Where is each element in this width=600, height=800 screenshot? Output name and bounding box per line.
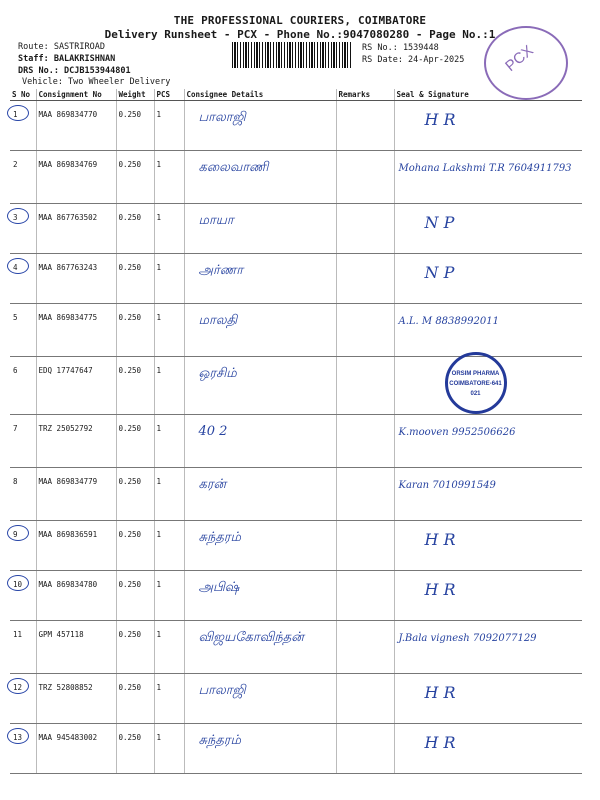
table-row xyxy=(10,571,582,621)
row-consignee: கரன் xyxy=(184,468,336,521)
table-row xyxy=(10,674,582,724)
row-pcs: 1 xyxy=(154,415,184,468)
row-consignment-no: MAA 869834770 xyxy=(36,101,116,151)
row-consignment-no: MAA 869834780 xyxy=(36,571,116,621)
row-seal-signature: J.Bala vignesh 7092077129 xyxy=(394,621,582,674)
row-remarks xyxy=(336,254,394,304)
pcx-stamp-text: PCX xyxy=(502,42,537,75)
row-weight: 0.250 xyxy=(116,468,154,521)
rs-date: RS Date: 24-Apr-2025 xyxy=(362,55,465,65)
row-sno xyxy=(10,304,36,357)
row-sno xyxy=(10,674,36,724)
row-consignee: அர்ணா xyxy=(184,254,336,304)
table-row xyxy=(10,724,582,774)
row-remarks xyxy=(336,204,394,254)
row-consignment-no: MAA 869834779 xyxy=(36,468,116,521)
row-consignment-no: GPM 457118 xyxy=(36,621,116,674)
row-weight: 0.250 xyxy=(116,204,154,254)
row-consignment-no: TRZ 25052792 xyxy=(36,415,116,468)
row-sno xyxy=(10,521,36,571)
table-row xyxy=(10,357,582,415)
row-remarks xyxy=(336,151,394,204)
row-remarks xyxy=(336,621,394,674)
col-seal: Seal & Signature xyxy=(394,89,582,101)
row-seal-signature: H R xyxy=(394,521,582,571)
col-sno: S No xyxy=(10,89,36,101)
row-remarks xyxy=(336,468,394,521)
row-weight: 0.250 xyxy=(116,357,154,415)
row-pcs: 1 xyxy=(154,621,184,674)
row-remarks xyxy=(336,357,394,415)
row-weight: 0.250 xyxy=(116,571,154,621)
orsim-pharma-stamp xyxy=(445,352,507,414)
row-seal-signature xyxy=(394,357,582,415)
col-consignment: Consignment No xyxy=(36,89,116,101)
row-seal-signature: A.L. M 8838992011 xyxy=(394,304,582,357)
sno-circle-mark xyxy=(7,678,29,694)
table-header-row xyxy=(10,89,582,101)
row-consignment-no: EDQ 17747647 xyxy=(36,357,116,415)
runsheet-table xyxy=(10,89,582,774)
row-weight: 0.250 xyxy=(116,151,154,204)
row-consignee: பாலாஜி xyxy=(184,101,336,151)
sno-circle-mark xyxy=(7,525,29,541)
row-sno-text: 3 xyxy=(13,213,18,222)
row-weight: 0.250 xyxy=(116,724,154,774)
row-sno-text: 11 xyxy=(13,630,23,639)
table-row xyxy=(10,621,582,674)
row-consignment-no: MAA 869836591 xyxy=(36,521,116,571)
table-row xyxy=(10,521,582,571)
row-consignment-no: MAA 945483002 xyxy=(36,724,116,774)
table-row xyxy=(10,415,582,468)
row-consignee: ஒரசிம் xyxy=(184,357,336,415)
row-consignment-no: MAA 867763243 xyxy=(36,254,116,304)
table-row xyxy=(10,254,582,304)
row-pcs: 1 xyxy=(154,304,184,357)
row-seal-signature: Mohana Lakshmi T.R 7604911793 xyxy=(394,151,582,204)
row-remarks xyxy=(336,415,394,468)
row-consignment-no: MAA 869834769 xyxy=(36,151,116,204)
row-weight: 0.250 xyxy=(116,304,154,357)
row-remarks xyxy=(336,674,394,724)
runsheet-subtitle: Delivery Runsheet - PCX - Phone No.:9047080280 - Page No.:1 xyxy=(104,28,496,41)
row-consignee: 40 2 xyxy=(184,415,336,468)
row-pcs: 1 xyxy=(154,521,184,571)
row-remarks xyxy=(336,101,394,151)
row-seal-signature: N P xyxy=(394,254,582,304)
row-pcs: 1 xyxy=(154,674,184,724)
row-seal-signature: H R xyxy=(394,571,582,621)
row-pcs: 1 xyxy=(154,724,184,774)
row-consignee: சுந்தரம் xyxy=(184,724,336,774)
col-consignee: Consignee Details xyxy=(184,89,336,101)
row-seal-signature: N P xyxy=(394,204,582,254)
row-pcs: 1 xyxy=(154,101,184,151)
row-consignee: சுந்தரம் xyxy=(184,521,336,571)
row-consignee: கலைவாணி xyxy=(184,151,336,204)
row-consignee: மாயா xyxy=(184,204,336,254)
row-consignee: மாலதி xyxy=(184,304,336,357)
row-consignment-no: MAA 867763502 xyxy=(36,204,116,254)
row-weight: 0.250 xyxy=(116,621,154,674)
pharma-stamp-name: ORSIM PHARMA xyxy=(451,371,500,377)
row-sno xyxy=(10,724,36,774)
row-consignment-no: MAA 869834775 xyxy=(36,304,116,357)
table-row xyxy=(10,101,582,151)
table-row xyxy=(10,468,582,521)
row-seal-signature: Karan 7010991549 xyxy=(394,468,582,521)
row-sno xyxy=(10,468,36,521)
row-sno xyxy=(10,101,36,151)
row-pcs: 1 xyxy=(154,204,184,254)
row-remarks xyxy=(336,571,394,621)
row-weight: 0.250 xyxy=(116,254,154,304)
row-sno xyxy=(10,204,36,254)
row-seal-signature: H R xyxy=(394,724,582,774)
row-pcs: 1 xyxy=(154,468,184,521)
row-sno-text: 1 xyxy=(13,110,18,119)
barcode xyxy=(232,42,352,68)
row-weight: 0.250 xyxy=(116,674,154,724)
col-pcs: PCS xyxy=(154,89,184,101)
row-remarks xyxy=(336,724,394,774)
row-sno xyxy=(10,415,36,468)
row-sno xyxy=(10,151,36,204)
drs-number: DRS No.: DCJB153944801 xyxy=(18,66,131,76)
rs-number: RS No.: 1539448 xyxy=(362,43,439,53)
row-weight: 0.250 xyxy=(116,415,154,468)
row-sno-text: 10 xyxy=(13,580,23,589)
row-remarks xyxy=(336,521,394,571)
route-label: Route: SASTRIROAD xyxy=(18,42,105,52)
row-pcs: 1 xyxy=(154,357,184,415)
row-seal-signature: H R xyxy=(394,101,582,151)
row-sno-text: 8 xyxy=(13,477,18,486)
row-weight: 0.250 xyxy=(116,521,154,571)
row-sno-text: 5 xyxy=(13,313,18,322)
row-weight: 0.250 xyxy=(116,101,154,151)
row-sno-text: 7 xyxy=(13,424,18,433)
pharma-stamp-place: COIMBATORE-641 021 xyxy=(449,381,502,397)
sno-circle-mark xyxy=(7,208,29,224)
vehicle-label: Vehicle: Two Wheeler Delivery xyxy=(22,77,171,87)
row-sno xyxy=(10,254,36,304)
row-sno-text: 4 xyxy=(13,263,18,272)
row-sno-text: 12 xyxy=(13,683,23,692)
table-row xyxy=(10,151,582,204)
row-seal-signature: K.mooven 9952506626 xyxy=(394,415,582,468)
row-consignee: பாலாஜி xyxy=(184,674,336,724)
row-pcs: 1 xyxy=(154,254,184,304)
sno-circle-mark xyxy=(7,105,29,121)
staff-label: Staff: BALAKRISHNAN xyxy=(18,54,116,64)
sno-circle-mark xyxy=(7,575,29,591)
row-sno-text: 13 xyxy=(13,733,23,742)
row-sno-text: 6 xyxy=(13,366,18,375)
row-seal-signature: H R xyxy=(394,674,582,724)
row-sno xyxy=(10,621,36,674)
col-weight: Weight xyxy=(116,89,154,101)
sno-circle-mark xyxy=(7,258,29,274)
row-consignee: அபிஷ் xyxy=(184,571,336,621)
row-pcs: 1 xyxy=(154,571,184,621)
table-row xyxy=(10,304,582,357)
row-pcs: 1 xyxy=(154,151,184,204)
table-row xyxy=(10,204,582,254)
sno-circle-mark xyxy=(7,728,29,744)
row-sno-text: 9 xyxy=(13,530,18,539)
row-consignee: விஜயகோவிந்தன் xyxy=(184,621,336,674)
row-sno xyxy=(10,571,36,621)
row-sno xyxy=(10,357,36,415)
col-remarks: Remarks xyxy=(336,89,394,101)
row-sno-text: 2 xyxy=(13,160,18,169)
row-remarks xyxy=(336,304,394,357)
row-consignment-no: TRZ 52808852 xyxy=(36,674,116,724)
company-title: THE PROFESSIONAL COURIERS, COIMBATORE xyxy=(173,14,427,27)
